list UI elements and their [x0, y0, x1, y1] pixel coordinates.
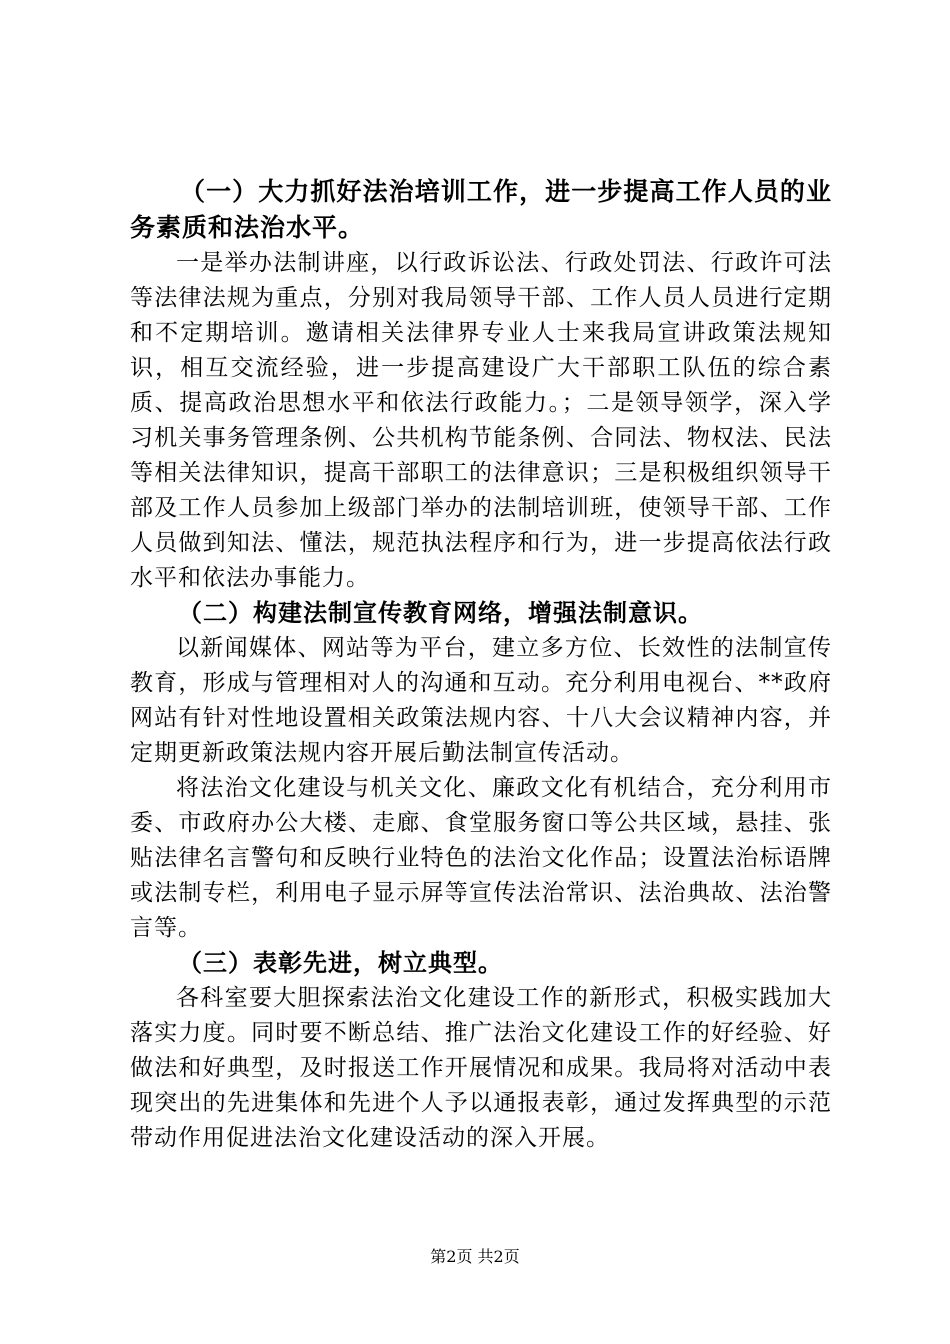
document-body	[130, 174, 832, 1156]
section-3-heading: （三）表彰先进，树立典型。	[178, 949, 503, 977]
section-3-paragraph-1: 各科室要大胆探索法治文化建设工作的新形式，积极实践加大落实力度。同时要不断总结、推广法治文化建设工作的好经验、好做法和好典型，及时报送工作开展情况和成果。我局将对活动中表现突出的先进集体和先进个人予以通报表彰，通过发挥典型的示范带动作用促进法治文化建设活动的深入开展。	[130, 985, 832, 1151]
section-2-heading: （二）构建法制宣传教育网络，增强法制意识。	[178, 599, 703, 627]
section-2-paragraph-1: 以新闻媒体、网站等为平台，建立多方位、长效性的法制宣传教育，形成与管理相对人的沟通和互动。充分利用电视台、**政府网站有针对性地设置相关政策法规内容、十八大会议精神内容，并定期更新政策法规内容开展后勤法制宣传活动。	[130, 635, 832, 766]
section-2-paragraph-2: 将法治文化建设与机关文化、廉政文化有机结合，充分利用市委、市政府办公大楼、走廊、食堂服务窗口等公共区域，悬挂、张贴法律名言警句和反映行业特色的法治文化作品；设置法治标语牌或法制专栏，利用电子显示屏等宣传法治常识、法治典故、法治警言等。	[130, 775, 832, 941]
section-1-paragraph-1: 一是举办法制讲座，以行政诉讼法、行政处罚法、行政许可法等法律法规为重点，分别对我局领导干部、工作人员人员进行定期和不定期培训。邀请相关法律界专业人士来我局宣讲政策法规知识，相互交流经验，进一步提高建设广大干部职工队伍的综合素质、提高政治思想水平和依法行政能力。；二是领导领学，深入学习机关事务管理条例、公共机构节能条例、合同法、物权法、民法等相关法律知识，提高干部职工的法律意识；三是积极组织领导干部及工作人员参加上级部门举办的法制培训班，使领导干部、工作人员做到知法、懂法，规范执法程序和行为，进一步提高依法行政水平和依法办事能力。	[130, 250, 832, 591]
section-1-heading: （一）大力抓好法治培训工作，进一步提高工作人员的业务素质和法治水平。	[130, 177, 832, 242]
page-number-footer: 第2页 共2页	[430, 1247, 520, 1266]
